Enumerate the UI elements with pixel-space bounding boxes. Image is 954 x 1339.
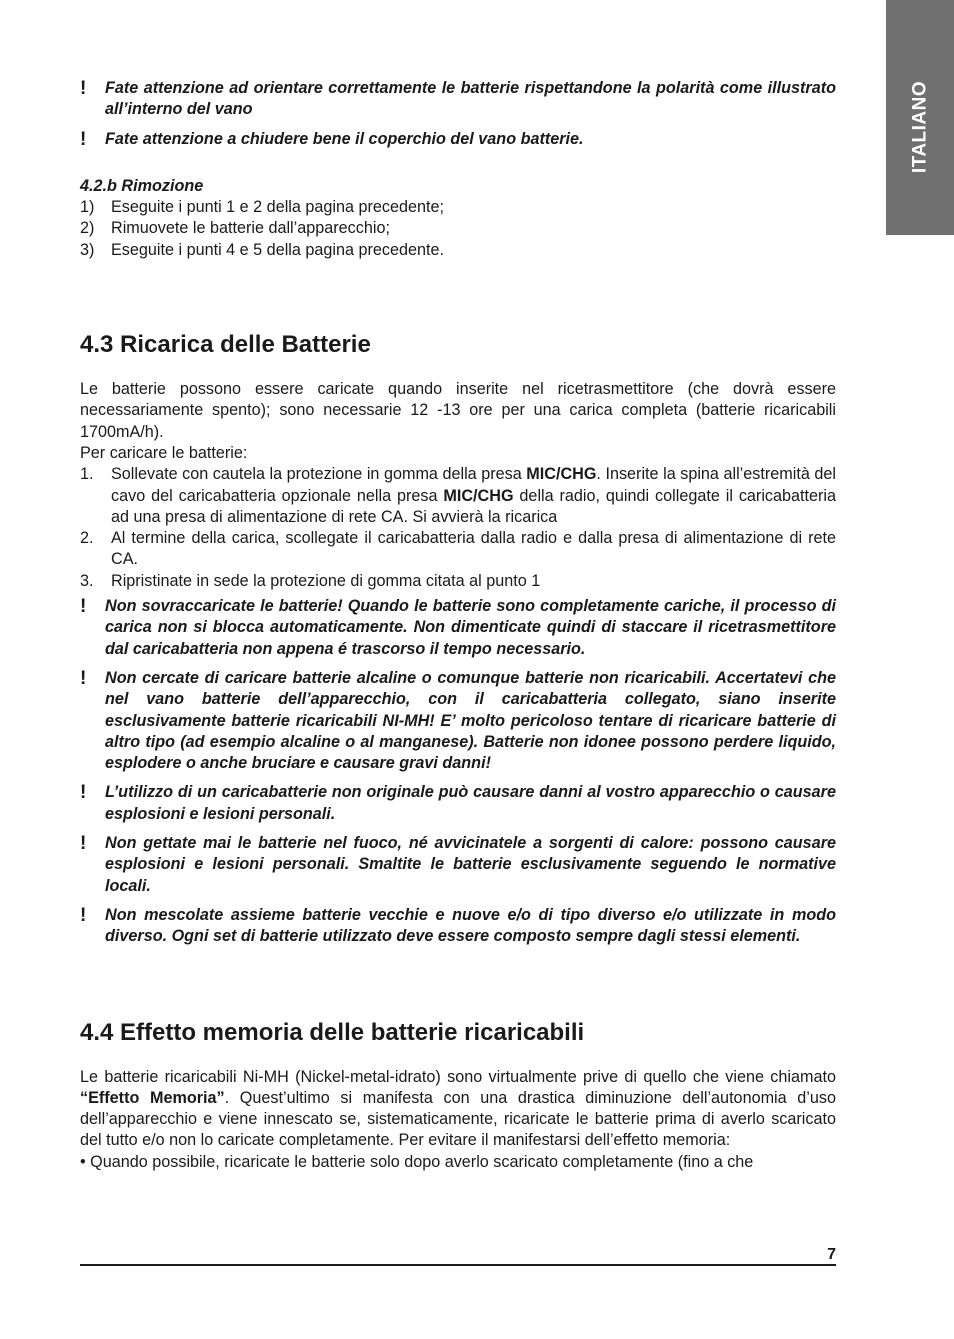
list-item: 1. Sollevate con cautela la protezione in gomma della presa MIC/CHG. Inserite la spina all’estremità del cavo del caricabatteria opzionale nella presa MIC/CHG della radio, quindi collegate il caricabatteria ad una presa di alimentazione di rete CA. Si avvierà la ricarica bbox=[80, 465, 837, 526]
exclamation-icon: ! bbox=[80, 667, 87, 689]
warning-note bbox=[80, 782, 836, 825]
warning-text: Non mescolate assieme batterie vecchie e nuove e/o di tipo diverso e/o utilizzate in modo diverso. Ogni set di batterie utilizzato deve essere composto sempre dagli stessi elementi. bbox=[105, 905, 836, 946]
list-item: 2. Al termine della carica, scollegate il caricabatteria dalla radio e dalla presa di alimentazione di rete CA. bbox=[80, 529, 836, 569]
bullet-item: • Quando possibile, ricaricate le batterie solo dopo averlo scaricato completamente (fino a che bbox=[80, 1152, 754, 1171]
section-title-4-4: 4.4 Effetto memoria delle batterie ricaricabili bbox=[80, 1018, 585, 1046]
footer-rule bbox=[80, 1264, 836, 1266]
warning-note bbox=[80, 833, 836, 897]
warning-note bbox=[80, 78, 836, 121]
list-item: 2) Rimuovete le batterie dall’apparecchio; bbox=[80, 219, 390, 238]
list-item: 3. Ripristinate in sede la protezione di gomma citata al punto 1 bbox=[80, 571, 541, 590]
exclamation-icon: ! bbox=[80, 833, 87, 855]
section-title-4-3: 4.3 Ricarica delle Batterie bbox=[80, 331, 371, 359]
page-content bbox=[80, 78, 836, 1173]
section-paragraph: Le batterie ricaricabili Ni-MH (Nickel-metal-idrato) sono virtualmente prive di quello che viene chiamato “Effetto Memoria”. Quest’ultimo si manifesta con una drastica diminuzione dell’autonomia d’uso dell’apparecchio e viene innescato se, sistematicamente, ricaricate le batterie prima di averlo scaricato del tutto e/o non lo caricate completamente. Per evitare il manifestarsi dell’effetto memoria: bbox=[80, 1067, 836, 1150]
warning-text: Non cercate di caricare batterie alcaline o comunque batterie non ricaricabili. Accertatevi che nel vano batterie dell’apparecchio, con il caricabatteria collegato, siano inserite esclusivamente batterie ricaricabili NI-MH! E’ molto pericoloso tentare di ricaricare batterie di altro tipo (ad esempio alcaline o al manganese). Batterie non idonee possono perdere liquido, esplodere o anche bruciare e causare gravi danni! bbox=[105, 668, 836, 773]
exclamation-icon: ! bbox=[80, 782, 87, 804]
warning-note bbox=[80, 129, 836, 150]
list-item: 1) Eseguite i punti 1 e 2 della pagina precedente; bbox=[80, 198, 444, 217]
exclamation-icon: ! bbox=[80, 596, 87, 618]
page-number: 7 bbox=[827, 1246, 836, 1263]
warning-text: L’utilizzo di un caricabatterie non originale può causare danni al vostro apparecchio o causare esplosioni e lesioni personali. bbox=[105, 783, 836, 823]
exclamation-icon: ! bbox=[80, 78, 87, 99]
charging-steps bbox=[80, 464, 836, 592]
warning-text: Non sovraccaricate le batterie! Quando le batterie sono completamente cariche, il processo di carica non si blocca automaticamente. Non dimenticate quindi di staccare il ricetrasmettitore dal caricabatteria non appena é trascorso il tempo necessario. bbox=[105, 597, 836, 658]
warning-text: Fate attenzione ad orientare correttamente le batterie rispettandone la polarità come illustrato all’interno del vano bbox=[105, 79, 836, 119]
warning-note bbox=[80, 905, 836, 948]
exclamation-icon: ! bbox=[80, 128, 87, 150]
subsection-heading-rimozione: 4.2.b Rimozione bbox=[80, 176, 204, 195]
warning-text: Non gettate mai le batterie nel fuoco, né avvicinatele a sorgenti di calore: possono causare esplosioni e lesioni personali. Smaltite le batterie esclusivamente seguendo le normative locali. bbox=[105, 834, 836, 895]
warning-note bbox=[80, 596, 836, 660]
section-intro: Le batterie possono essere caricate quando inserite nel ricetrasmettitore (che dovrà essere necessariamente spento); sono necessarie 12 -13 ore per una carica completa (batterie ricaricabili 1700mA/h). bbox=[80, 380, 836, 441]
language-side-tab bbox=[886, 0, 954, 235]
warning-text: Fate attenzione a chiudere bene il coperchio del vano batterie. bbox=[105, 129, 584, 148]
warning-note bbox=[80, 668, 836, 774]
exclamation-icon: ! bbox=[80, 904, 87, 926]
rimozione-steps bbox=[80, 197, 836, 261]
list-item: 3) Eseguite i punti 4 e 5 della pagina precedente. bbox=[80, 240, 444, 259]
section-lead: Per caricare le batterie: bbox=[80, 443, 248, 462]
language-tab-label: ITALIANO bbox=[909, 80, 931, 174]
